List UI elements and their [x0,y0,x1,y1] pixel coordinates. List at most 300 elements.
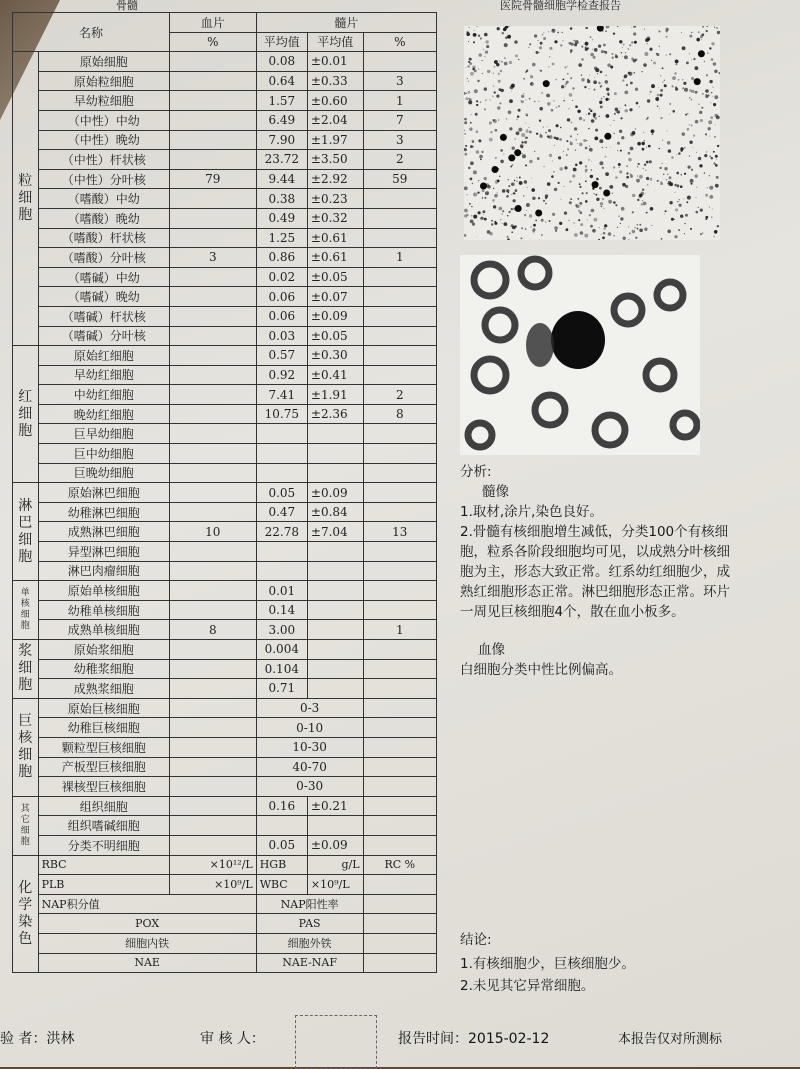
header-strip [60,0,800,10]
cell-blood-pct [169,326,256,346]
cell-marrow-pct [363,228,436,248]
cell-marrow-pct: 8 [363,404,436,424]
reviewer-label: 审 核 人： [200,1031,265,1047]
cell-avg: 0.01 [256,581,307,601]
cell-marrow-pct [363,52,436,72]
chem-nae: NAE [38,953,256,973]
table-row [13,561,437,581]
cell-blood-pct [169,385,256,405]
marrow-line: 胞，粒系各阶段细胞均可见，以成熟分叶核细 [460,544,730,560]
cell-sd: ±0.09 [307,835,363,855]
cell-blood-pct [169,365,256,385]
cell-sd: ±0.01 [307,52,363,72]
col-avg2-header: 平均值 [307,32,363,52]
col-blood-header: 血片 [169,13,256,33]
cell-marrow-pct [363,796,436,816]
cell-blood-pct [169,463,256,483]
cell-sd: ±0.61 [307,248,363,268]
chem-nap-rate: NAP阳性率 [256,894,363,914]
marrow-smear-image-high-mag [460,255,700,455]
cell-blood-pct [169,52,256,72]
cell-name: 原始浆细胞 [38,640,169,660]
cell-blood-pct [169,777,256,797]
cell-marrow-pct [363,483,436,503]
table-row [13,444,437,464]
group-label-mega: 巨 核 细 胞 [13,698,39,796]
col-avg-header: 平均值 [256,32,307,52]
chem-wbc: WBC [256,875,307,895]
cell-name: （中性）杆状核 [38,150,169,170]
table-row [13,91,437,111]
col-marrow-header: 髓片 [256,13,436,33]
cell-blood-pct [169,581,256,601]
chem-hgb-unit: g/L [307,855,363,875]
table-row [13,326,437,346]
table-row [13,424,437,444]
cell-blood-pct [169,71,256,91]
cell-sd: ±1.97 [307,130,363,150]
cell-blood-pct [169,737,256,757]
chem-nap-score: NAP积分值 [38,894,256,914]
table-row [13,757,437,777]
cell-avg: 0.05 [256,483,307,503]
cell-marrow-pct [363,424,436,444]
marrow-title: 髓像 [482,484,509,500]
chem-empty3 [363,914,436,934]
cell-name: 成熟单核细胞 [38,620,169,640]
cell-sd: ±0.41 [307,365,363,385]
cell-sd [307,463,363,483]
cell-sd [307,581,363,601]
cell-name: 幼稚巨核细胞 [38,718,169,738]
cell-sd: ±2.92 [307,169,363,189]
col-blood-pct-header: % [169,32,256,52]
cell-avg: 1.25 [256,228,307,248]
cell-marrow-pct [363,718,436,738]
chem-rbc-unit: ×10¹²/L [169,855,256,875]
inspector-label: 验 者：洪林 [0,1031,75,1047]
table-row [13,522,437,542]
cell-blood-pct [169,228,256,248]
cell-marrow-pct: 1 [363,620,436,640]
col-name-header: 名称 [13,13,170,52]
cell-sd: ±0.61 [307,228,363,248]
cell-name: （嗜酸）中幼 [38,189,169,209]
cell-blood-pct [169,150,256,170]
cell-marrow-pct: 2 [363,385,436,405]
cell-sd [307,561,363,581]
table-row [13,365,437,385]
chem-plb-unit: ×10⁹/L [169,875,256,895]
header-left: 骨髓 [116,0,138,12]
chem-rbc: RBC [38,855,169,875]
cell-name: （嗜酸）晚幼 [38,208,169,228]
table-row [13,796,437,816]
cell-marrow-pct [363,502,436,522]
cell-marrow-pct [363,365,436,385]
cell-avg: 3.00 [256,620,307,640]
cell-marrow-pct [363,287,436,307]
group-label-chem: 化 学 染 色 [13,855,39,973]
cell-avg: 0.06 [256,306,307,326]
analysis-section [460,462,730,680]
marrow-smear-image-low-mag [464,26,720,240]
cell-avg [256,816,307,836]
cell-blood-pct [169,542,256,562]
cell-sd: ±0.07 [307,287,363,307]
cell-blood-pct [169,483,256,503]
cell-sd [307,640,363,660]
chem-row [13,894,437,914]
cell-avg: 7.41 [256,385,307,405]
chem-iron-out: 细胞外铁 [256,933,363,953]
cell-name: 原始粒细胞 [38,71,169,91]
cell-blood-pct: 10 [169,522,256,542]
cell-name: （嗜碱）杆状核 [38,306,169,326]
cell-name: （中性）分叶核 [38,169,169,189]
cell-name: 巨中幼细胞 [38,444,169,464]
cell-blood-pct [169,208,256,228]
cell-blood-pct [169,130,256,150]
cell-name: 原始巨核细胞 [38,698,169,718]
blood-title: 血像 [478,642,505,658]
cell-blood-pct [169,659,256,679]
marrow-line: 一周见巨核细胞4个，散在血小板多。 [460,604,685,620]
marrow-line: 胞为主，形态大致正常。红系幼红细胞少，成 [460,564,730,580]
chem-empty [363,875,436,895]
chem-row [13,855,437,875]
cell-avg: 0.14 [256,600,307,620]
cell-blood-pct [169,424,256,444]
cell-avg: 6.49 [256,110,307,130]
cell-marrow-pct [363,267,436,287]
cell-reference-range: 40-70 [256,757,363,777]
conclusion-lines [460,954,635,996]
cell-name: 成熟浆细胞 [38,679,169,699]
cell-name: （中性）中幼 [38,110,169,130]
chem-wbc-unit: ×10⁹/L [307,875,363,895]
table-row [13,816,437,836]
blood-description: 白细胞分类中性比例偏高。 [460,662,622,678]
cell-sd: ±1.91 [307,385,363,405]
cell-name: 原始红细胞 [38,346,169,366]
cell-name: 成熟淋巴细胞 [38,522,169,542]
cell-reference-range: 10-30 [256,737,363,757]
cell-sd: ±0.09 [307,483,363,503]
cell-reference-range: 0-3 [256,698,363,718]
cell-sd: ±7.04 [307,522,363,542]
cell-avg: 0.02 [256,267,307,287]
group-label-granulocyte: 粒 细 胞 [13,52,39,346]
cell-avg: 1.57 [256,91,307,111]
cell-marrow-pct [363,561,436,581]
cell-avg: 0.03 [256,326,307,346]
analysis-title: 分析: [460,464,492,480]
cell-blood-pct [169,600,256,620]
cell-avg: 0.08 [256,52,307,72]
marrow-line: 1.取材,涂片,染色良好。 [460,504,603,520]
cell-avg: 0.16 [256,796,307,816]
cell-marrow-pct: 13 [363,522,436,542]
cell-avg [256,424,307,444]
cell-marrow-pct [363,640,436,660]
table-row [13,346,437,366]
cell-name: 原始单核细胞 [38,581,169,601]
table-row [13,659,437,679]
cell-avg [256,542,307,562]
table-row [13,463,437,483]
cell-sd: ±0.05 [307,326,363,346]
cell-name: 裸核型巨核细胞 [38,777,169,797]
table-row [13,737,437,757]
cell-avg: 7.90 [256,130,307,150]
cell-marrow-pct: 59 [363,169,436,189]
col-marrow-pct-header: % [363,32,436,52]
cell-marrow-pct [363,189,436,209]
cell-avg: 0.71 [256,679,307,699]
cell-sd: ±0.30 [307,346,363,366]
cell-name: 淋巴肉瘤细胞 [38,561,169,581]
cell-blood-pct [169,816,256,836]
cell-avg: 23.72 [256,150,307,170]
cell-sd: ±0.21 [307,796,363,816]
cell-avg: 0.47 [256,502,307,522]
cell-blood-pct [169,404,256,424]
cell-marrow-pct: 1 [363,91,436,111]
table-row [13,385,437,405]
table-row [13,208,437,228]
conclusion-title: 结论: [460,932,492,948]
cell-name: 幼稚单核细胞 [38,600,169,620]
cell-name: 巨早幼细胞 [38,424,169,444]
group-label-erythro: 红 细 胞 [13,346,39,483]
cell-sd: ±0.05 [307,267,363,287]
cell-sd: ±0.33 [307,71,363,91]
cell-blood-pct: 3 [169,248,256,268]
chem-row [13,875,437,895]
cell-name: 异型淋巴细胞 [38,542,169,562]
cell-blood-pct [169,444,256,464]
cell-marrow-pct [363,326,436,346]
table-row [13,581,437,601]
table-row [13,169,437,189]
cell-blood-pct [169,796,256,816]
table-row [13,835,437,855]
cell-name: （嗜酸）分叶核 [38,248,169,268]
cell-sd: ±0.32 [307,208,363,228]
cell-name: 晚幼红细胞 [38,404,169,424]
marrow-line: 2.骨髓有核细胞增生减低，分类100个有核细 [460,524,729,540]
table-row [13,228,437,248]
cell-reference-range: 0-10 [256,718,363,738]
table-row [13,679,437,699]
cell-name: 原始细胞 [38,52,169,72]
cell-avg: 0.06 [256,287,307,307]
group-label-lympho: 淋 巴 细 胞 [13,483,39,581]
cell-marrow-pct: 7 [363,110,436,130]
cell-name: 组织嗜碱细胞 [38,816,169,836]
cell-blood-pct [169,502,256,522]
cell-blood-pct [169,287,256,307]
cell-blood-pct [169,698,256,718]
table-row [13,777,437,797]
cell-marrow-pct: 3 [363,71,436,91]
cell-marrow-pct [363,600,436,620]
table-row [13,267,437,287]
cell-marrow-pct [363,777,436,797]
cell-avg: 0.38 [256,189,307,209]
cell-marrow-pct [363,816,436,836]
cell-sd: ±0.09 [307,306,363,326]
cell-avg [256,463,307,483]
cell-avg: 0.49 [256,208,307,228]
table-row [13,189,437,209]
conclusion-line: 2.未见其它异常细胞。 [460,978,595,994]
cell-name: （嗜酸）杆状核 [38,228,169,248]
table-row [13,130,437,150]
table-row [13,110,437,130]
cell-sd: ±3.50 [307,150,363,170]
cell-name: 早幼红细胞 [38,365,169,385]
cell-name: 颗粒型巨核细胞 [38,737,169,757]
cell-avg: 0.05 [256,835,307,855]
cell-marrow-pct [363,698,436,718]
chem-plb: PLB [38,875,169,895]
cell-name: （嗜碱）中幼 [38,267,169,287]
cell-marrow-pct [363,659,436,679]
cell-name: 组织细胞 [38,796,169,816]
cell-marrow-pct [363,463,436,483]
cell-blood-pct: 79 [169,169,256,189]
cell-marrow-pct [363,581,436,601]
table-row [13,287,437,307]
cell-avg: 0.64 [256,71,307,91]
table-row [13,600,437,620]
cell-blood-pct [169,267,256,287]
chem-empty5 [363,953,436,973]
cell-marrow-pct [363,757,436,777]
cell-sd [307,659,363,679]
cell-marrow-pct [363,444,436,464]
cell-blood-pct [169,835,256,855]
cell-avg: 10.75 [256,404,307,424]
table-row [13,404,437,424]
cell-count-table [12,12,437,973]
cell-name: 分类不明细胞 [38,835,169,855]
cell-sd [307,620,363,640]
cell-sd [307,600,363,620]
chem-empty4 [363,933,436,953]
chem-empty2 [363,894,436,914]
cell-blood-pct [169,346,256,366]
conclusion-section [460,930,635,998]
cell-marrow-pct [363,346,436,366]
cell-name: 中幼红细胞 [38,385,169,405]
cell-blood-pct [169,110,256,130]
conclusion-line: 1.有核细胞少，巨核细胞少。 [460,956,635,972]
table-row [13,71,437,91]
table-row [13,150,437,170]
cell-marrow-pct [363,306,436,326]
chem-hgb: HGB [256,855,307,875]
cell-sd [307,816,363,836]
signature-stamp [295,1015,377,1069]
cell-marrow-pct [363,737,436,757]
cell-name: （嗜碱）分叶核 [38,326,169,346]
report-time: 报告时间：2015-02-12 [398,1031,550,1047]
cell-blood-pct [169,189,256,209]
cell-avg: 0.104 [256,659,307,679]
cell-blood-pct [169,306,256,326]
cell-marrow-pct [363,835,436,855]
table-row [13,718,437,738]
cell-blood-pct [169,91,256,111]
cell-avg: 0.86 [256,248,307,268]
chem-rc: RC % [363,855,436,875]
cell-avg: 9.44 [256,169,307,189]
cell-sd: ±2.04 [307,110,363,130]
chem-iron-in: 细胞内铁 [38,933,256,953]
cell-avg: 22.78 [256,522,307,542]
cell-sd: ±0.23 [307,189,363,209]
cell-sd [307,542,363,562]
cell-blood-pct [169,757,256,777]
report-note: 本报告仅对所测标 [618,1032,723,1047]
table-row [13,248,437,268]
chem-row [13,933,437,953]
marrow-line: 熟红细胞形态正常。淋巴细胞形态正常。环片 [460,584,730,600]
chem-row [13,914,437,934]
cell-avg [256,444,307,464]
table-row [13,698,437,718]
cell-blood-pct [169,718,256,738]
cell-name: 幼稚淋巴细胞 [38,502,169,522]
group-label-plasma: 浆 细 胞 [13,640,39,699]
cell-name: （中性）晚幼 [38,130,169,150]
cell-marrow-pct [363,679,436,699]
table-row [13,52,437,72]
chem-pox: POX [38,914,256,934]
chem-row [13,953,437,973]
table-row [13,483,437,503]
marrow-description [460,502,730,622]
cell-name: 早幼粒细胞 [38,91,169,111]
cell-reference-range: 0-30 [256,777,363,797]
cell-avg: 0.92 [256,365,307,385]
cell-sd: ±2.36 [307,404,363,424]
cell-sd [307,424,363,444]
cell-blood-pct [169,561,256,581]
cell-marrow-pct [363,208,436,228]
table-row [13,306,437,326]
cell-blood-pct [169,640,256,660]
cell-avg [256,561,307,581]
cell-avg: 0.004 [256,640,307,660]
cell-sd: ±0.84 [307,502,363,522]
cell-marrow-pct: 3 [363,130,436,150]
chem-nae-naf: NAE-NAF [256,953,363,973]
cell-marrow-pct [363,542,436,562]
table-row [13,502,437,522]
table-row [13,542,437,562]
cell-sd: ±0.60 [307,91,363,111]
header-right: 医院骨髓细胞学检查报告 [500,0,621,12]
table-row [13,620,437,640]
cell-blood-pct: 8 [169,620,256,640]
cell-sd [307,444,363,464]
table-row [13,640,437,660]
group-label-other: 其 它 细 胞 [13,796,39,855]
